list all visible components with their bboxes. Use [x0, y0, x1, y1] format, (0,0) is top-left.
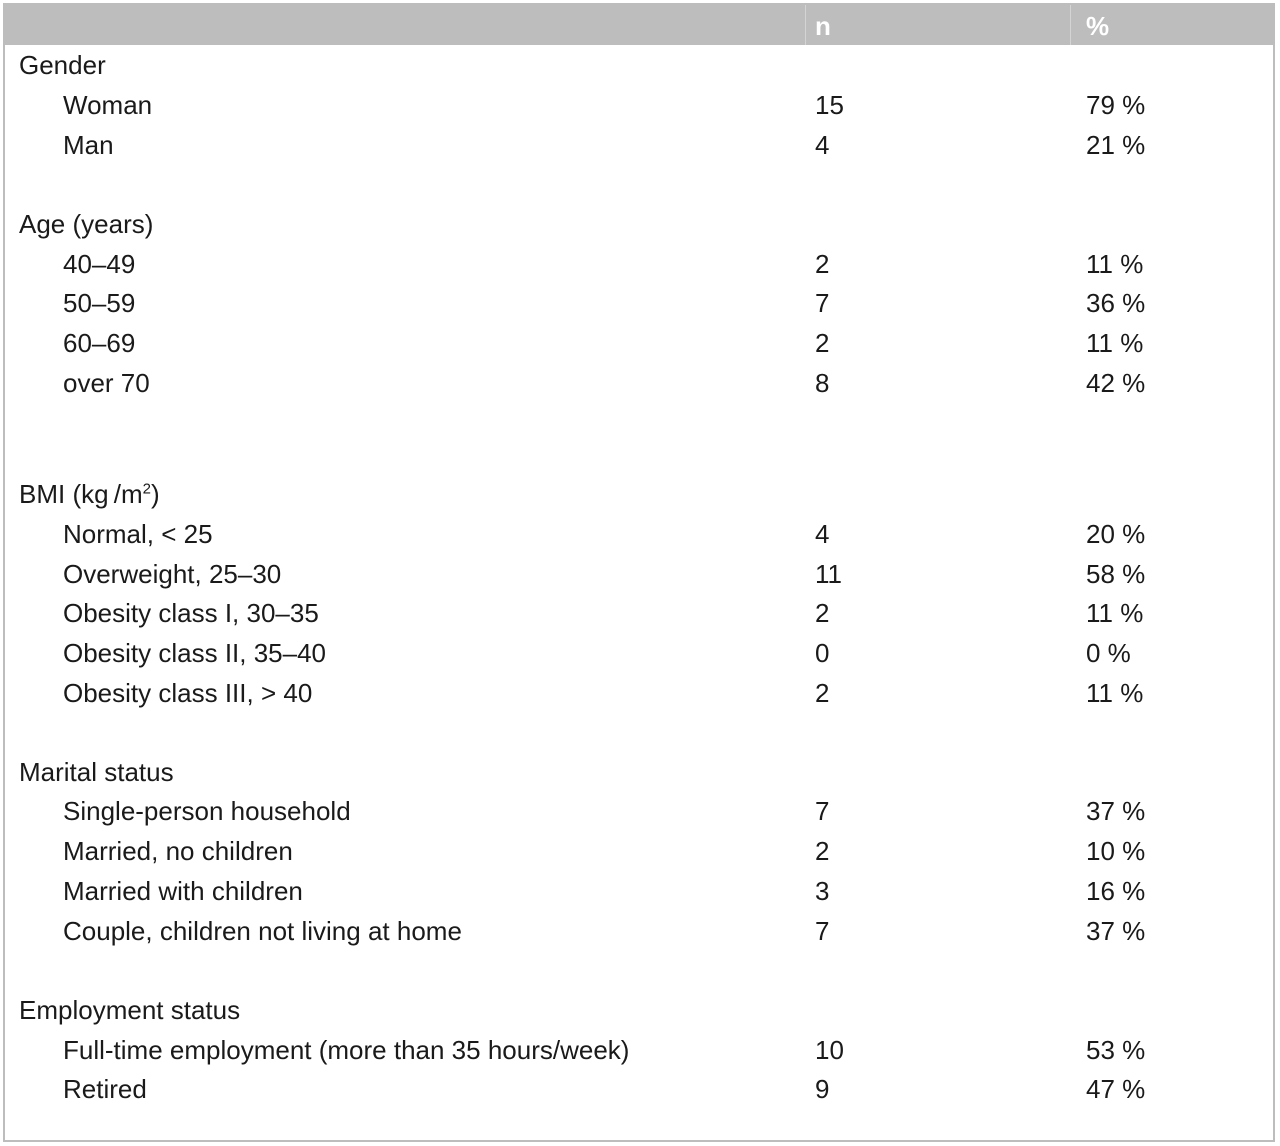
header-divider: [1070, 5, 1071, 45]
table-row: [5, 323, 1273, 363]
row-n: 10: [815, 1035, 844, 1065]
row-percent: 47 %: [1086, 1074, 1146, 1104]
row-label: Full-time employment (more than 35 hours/week): [63, 1035, 630, 1065]
row-label: Overweight, 25–30: [63, 559, 282, 589]
row-label: Couple, children not living at home: [63, 916, 462, 946]
row-label: Married, no children: [63, 836, 293, 866]
row-n: 2: [815, 836, 830, 866]
table-row: [5, 871, 1273, 911]
header-n: n: [815, 11, 831, 41]
row-n: 7: [815, 288, 830, 318]
row-percent: 36 %: [1086, 288, 1146, 318]
table-row: [5, 831, 1273, 871]
row-label: Retired: [63, 1074, 147, 1104]
row-percent: 11 %: [1086, 328, 1144, 358]
table-row: [5, 283, 1273, 323]
table-row: [5, 85, 1273, 125]
row-label: Obesity class II, 35–40: [63, 638, 327, 668]
row-percent: 0 %: [1086, 638, 1131, 668]
section-title: Marital status: [19, 757, 174, 787]
row-label: 60–69: [63, 328, 136, 358]
row-label: over 70: [63, 368, 150, 398]
row-percent: 37 %: [1086, 916, 1146, 946]
section-title-bmi: [5, 474, 1273, 514]
table-row: [5, 244, 1273, 284]
row-n: 4: [815, 519, 830, 549]
row-n: 11: [815, 559, 842, 589]
row-n: 2: [815, 328, 830, 358]
bmi-title-superscript: 2: [142, 480, 151, 498]
row-percent: 53 %: [1086, 1035, 1146, 1065]
row-percent: 11 %: [1086, 249, 1144, 279]
row-n: 8: [815, 368, 830, 398]
row-n: 2: [815, 598, 830, 628]
section-title-gender: [5, 45, 1273, 85]
table-header: [5, 5, 1273, 45]
table-row: [5, 554, 1273, 594]
row-label: Obesity class I, 30–35: [63, 598, 319, 628]
row-label: 40–49: [63, 249, 136, 279]
row-n: 3: [815, 876, 830, 906]
section-title-age: [5, 204, 1273, 244]
row-n: 15: [815, 90, 844, 120]
row-n: 2: [815, 678, 830, 708]
row-percent: 37 %: [1086, 796, 1146, 826]
table-row: [5, 514, 1273, 554]
row-n: 2: [815, 249, 830, 279]
row-n: 9: [815, 1074, 830, 1104]
row-percent: 20 %: [1086, 519, 1146, 549]
table-row: [5, 1069, 1273, 1109]
row-percent: 79 %: [1086, 90, 1146, 120]
section-title-marital: [5, 752, 1273, 792]
row-label: Obesity class III, > 40: [63, 678, 313, 708]
row-percent: 11 %: [1086, 678, 1144, 708]
row-percent: 42 %: [1086, 368, 1146, 398]
table-row: [5, 791, 1273, 831]
bmi-title-suffix: ): [151, 479, 160, 509]
table-row: [5, 363, 1273, 403]
row-label: Man: [63, 130, 114, 160]
section-title: Gender: [19, 50, 106, 80]
header-percent: %: [1086, 11, 1110, 41]
row-n: 7: [815, 916, 830, 946]
row-n: 0: [815, 638, 830, 668]
header-divider: [805, 5, 806, 45]
table-row: [5, 673, 1273, 713]
row-label: 50–59: [63, 288, 136, 318]
section-title: Employment status: [19, 995, 241, 1025]
table-row: [5, 911, 1273, 951]
section-title: [19, 474, 160, 514]
table-row: [5, 633, 1273, 673]
row-label: Married with children: [63, 876, 303, 906]
row-percent: 11 %: [1086, 598, 1144, 628]
section-title: Age (years): [19, 209, 154, 239]
row-percent: 16 %: [1086, 876, 1146, 906]
table-row: [5, 593, 1273, 633]
table-row: [5, 125, 1273, 165]
bmi-title-prefix: BMI (kg /m: [19, 479, 143, 509]
row-percent: 58 %: [1086, 559, 1146, 589]
row-n: 4: [815, 130, 830, 160]
table-row: [5, 1030, 1273, 1070]
row-label: Normal, < 25: [63, 519, 213, 549]
row-percent: 21 %: [1086, 130, 1146, 160]
row-n: 7: [815, 796, 830, 826]
row-percent: 10 %: [1086, 836, 1146, 866]
row-label: Woman: [63, 90, 153, 120]
row-label: Single-person household: [63, 796, 351, 826]
section-title-employment: [5, 990, 1273, 1030]
demographics-table: [3, 3, 1275, 1142]
